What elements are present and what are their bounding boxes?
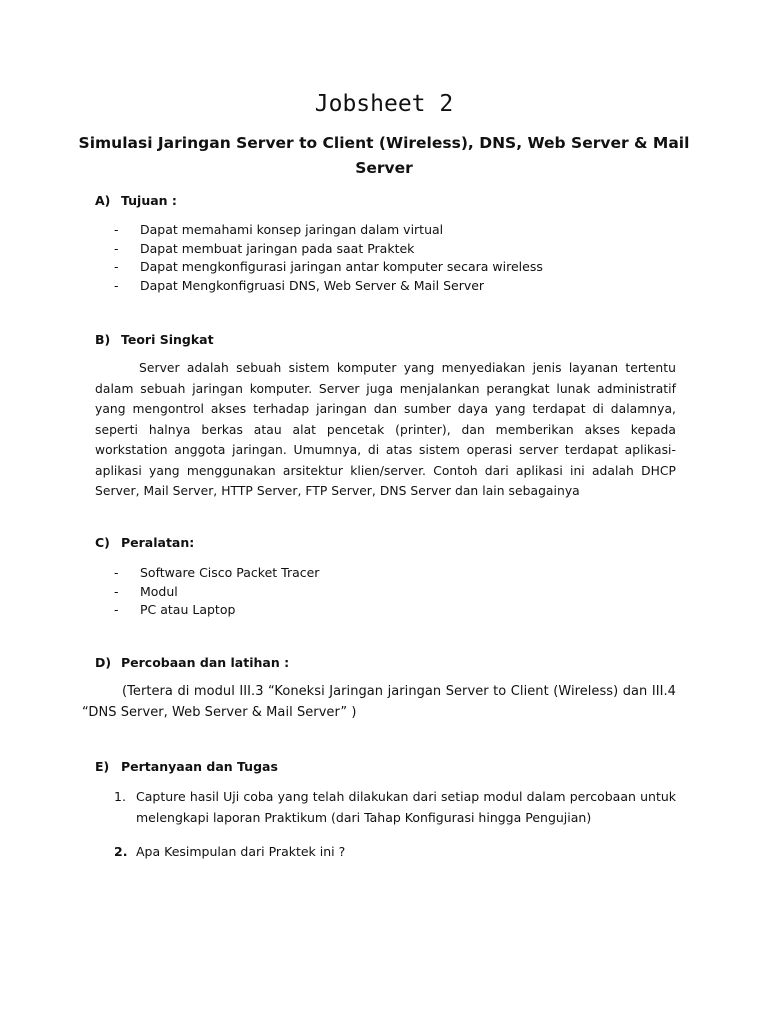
- section-a-list: [114, 221, 543, 295]
- list-item: - Software Cisco Packet Tracer: [114, 565, 320, 580]
- list-item: - PC atau Laptop: [114, 602, 236, 617]
- section-e-title: Pertanyaan dan Tugas: [121, 759, 278, 774]
- list-item: - Dapat membuat jaringan pada saat Praktek: [114, 240, 415, 256]
- section-e-label: E): [95, 759, 110, 774]
- section-c-heading: [95, 534, 194, 552]
- section-c-label: C): [95, 535, 110, 550]
- section-e-heading: [95, 758, 278, 776]
- section-e-list: [114, 787, 676, 863]
- section-b-label: B): [95, 332, 111, 347]
- section-c-title: Peralatan:: [121, 535, 195, 550]
- list-item: - Dapat mengkonfigurasi jaringan antar komputer secara wireless: [114, 259, 543, 274]
- section-c-list: [114, 564, 319, 620]
- section-d-paragraph: (Tertera di modul III.3 “Koneksi Jaringan jaringan Server to Client (Wireless) dan III.4 “DNS Server, Web Server & Mail Server” ): [82, 684, 676, 720]
- section-d-heading: [95, 654, 289, 672]
- list-item: - Modul: [114, 583, 178, 599]
- section-b-paragraph: Server adalah sebuah sistem komputer yang menyediakan jenis layanan tertentu dalam sebuah jaringan komputer. Server juga menjalankan perangkat lunak administratif yang mengontrol akses terhadap jaringan dan sumber daya yang terdapat di dalamnya, seperti halnya berkas atau alat pencetak (printer), dan memberikan akses kepada workstation anggota jaringan. Umumnya, di atas sistem operasi server terdapat aplikasi-aplikasi yang menggunakan arsitektur klien/server. Contoh dari aplikasi ini adalah DHCP Server, Mail Server, HTTP Server, FTP Server, DNS Server dan lain sebagainya: [95, 361, 676, 498]
- page-subtitle: Simulasi Jaringan Server to Client (Wireless), DNS, Web Server & Mail Server: [78, 134, 690, 177]
- section-a-heading: [95, 192, 177, 210]
- list-item: 1. Capture hasil Uji coba yang telah dilakukan dari setiap modul dalam percobaan untuk melengkapi laporan Praktikum (dari Tahap Konfigurasi hingga Pengujian): [114, 789, 676, 825]
- section-d-label: D): [95, 655, 112, 670]
- list-item: 2. Apa Kesimpulan dari Praktek ini ?: [114, 844, 346, 859]
- section-d-title: Percobaan dan latihan :: [121, 655, 290, 670]
- section-a-title: Tujuan :: [121, 193, 177, 208]
- section-b-heading: [95, 331, 214, 349]
- list-item: - Dapat memahami konsep jaringan dalam virtual: [114, 222, 444, 237]
- section-b-title: Teori Singkat: [121, 332, 214, 347]
- section-a-label: A): [95, 193, 111, 208]
- list-item: - Dapat Mengkonfigruasi DNS, Web Server & Mail Server: [114, 277, 485, 293]
- page-title: Jobsheet 2: [314, 91, 454, 117]
